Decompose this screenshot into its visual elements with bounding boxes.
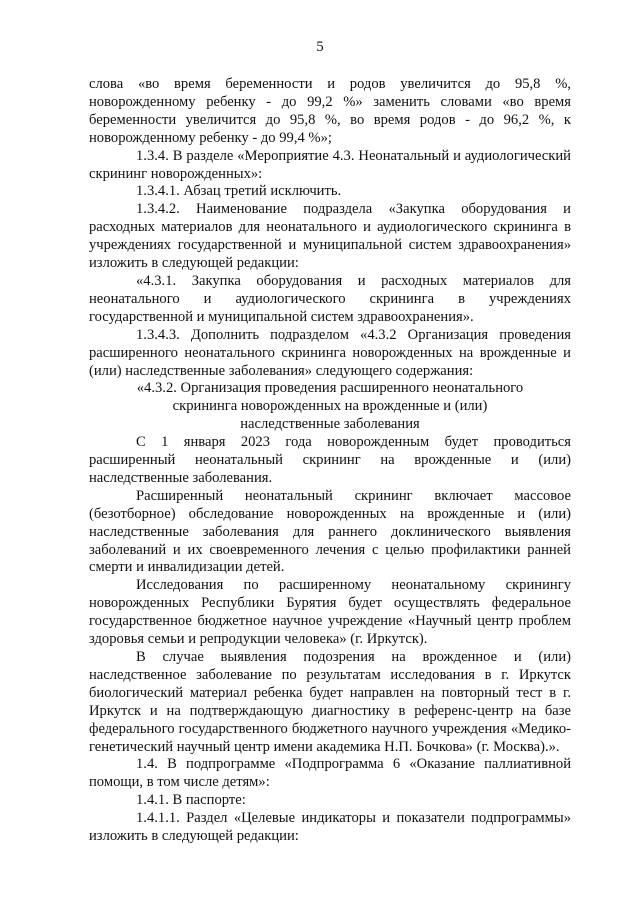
heading-line: наследственные заболевания — [240, 416, 420, 433]
heading-line: «4.3.2. Организация проведения расширенного неонатального — [136, 380, 524, 397]
paragraph: «4.3.1. Закупка оборудования и расходных материалов для неонатального и аудиологического скрининга в учреждениях государственной и муниципальной систем здравоохранения». — [89, 272, 571, 325]
paragraph: 1.3.4.1. Абзац третий исключить. — [136, 183, 342, 200]
document-body — [89, 76, 571, 846]
paragraph: Исследования по расширенному неонатальному скринингу новорожденных Республики Бурятия будет осуществлять федеральное государственное бюджетное научное учреждение «Научный центр проблем здоровья семьи и репродукции человека» (г. Иркутск). — [89, 577, 571, 648]
paragraph: 1.4.1. В паспорте: — [136, 792, 246, 809]
paragraph: 1.4. В подпрограмме «Подпрограмма 6 «Оказание паллиативной помощи, в том числе детям»: — [89, 756, 571, 791]
heading-line: скрининга новорожденных на врожденные и (или) — [172, 398, 488, 415]
paragraph: 1.4.1.1. Раздел «Целевые индикаторы и показатели подпрограммы» изложить в следующей редакции: — [89, 810, 571, 845]
subsection-heading — [89, 380, 571, 434]
paragraph: слова «во время беременности и родов увеличится до 95,8 %, новорожденному ребенку - до 99,2 %» заменить словами «во время беременности увеличится до 95,8 %, во время родов - до 96,2 %, к новорожденному ребенку - до 99,4 %»; — [89, 76, 571, 146]
page-number: 5 — [316, 39, 324, 55]
paragraph: Расширенный неонатальный скрининг включает массовое (безотборное) обследование новорожденных на врожденные и (или) наследственные заболевания для раннего доклинического выявления заболеваний и их своевременного лечения с целью профилактики ранней смерти и инвалидизации детей. — [89, 487, 571, 576]
paragraph: 1.3.4.2. Наименование подраздела «Закупка оборудования и расходных материалов для неонатального и аудиологического скрининга в учреждениях государственной и муниципальной систем здравоохранения» изложить в следующей редакции: — [89, 201, 571, 272]
paragraph: С 1 января 2023 года новорожденным будет проводиться расширенный неонатальный скрининг на врожденные и (или) наследственные заболевания. — [89, 434, 571, 486]
paragraph: 1.3.4.3. Дополнить подразделом «4.3.2 Организация проведения расширенного неонатального скрининга новорожденных на врожденные и (или) наследственные заболевания» следующего содержания: — [89, 326, 571, 379]
paragraph: В случае выявления подозрения на врожденное и (или) наследственное заболевание по результатам исследования в г. Иркутск биологический материал ребенка будет направлен на повторный тест в г. Иркутск и на подтверждающую диагностику в референс-центр на базе федерального государственного бюджетного научного учреждения «Медико-генетический научный центр имени академика Н.П. Бочкова» (г. Москва).». — [89, 649, 571, 755]
paragraph: 1.3.4. В разделе «Мероприятие 4.3. Неонатальный и аудиологический скрининг новорожденных»: — [89, 147, 571, 182]
